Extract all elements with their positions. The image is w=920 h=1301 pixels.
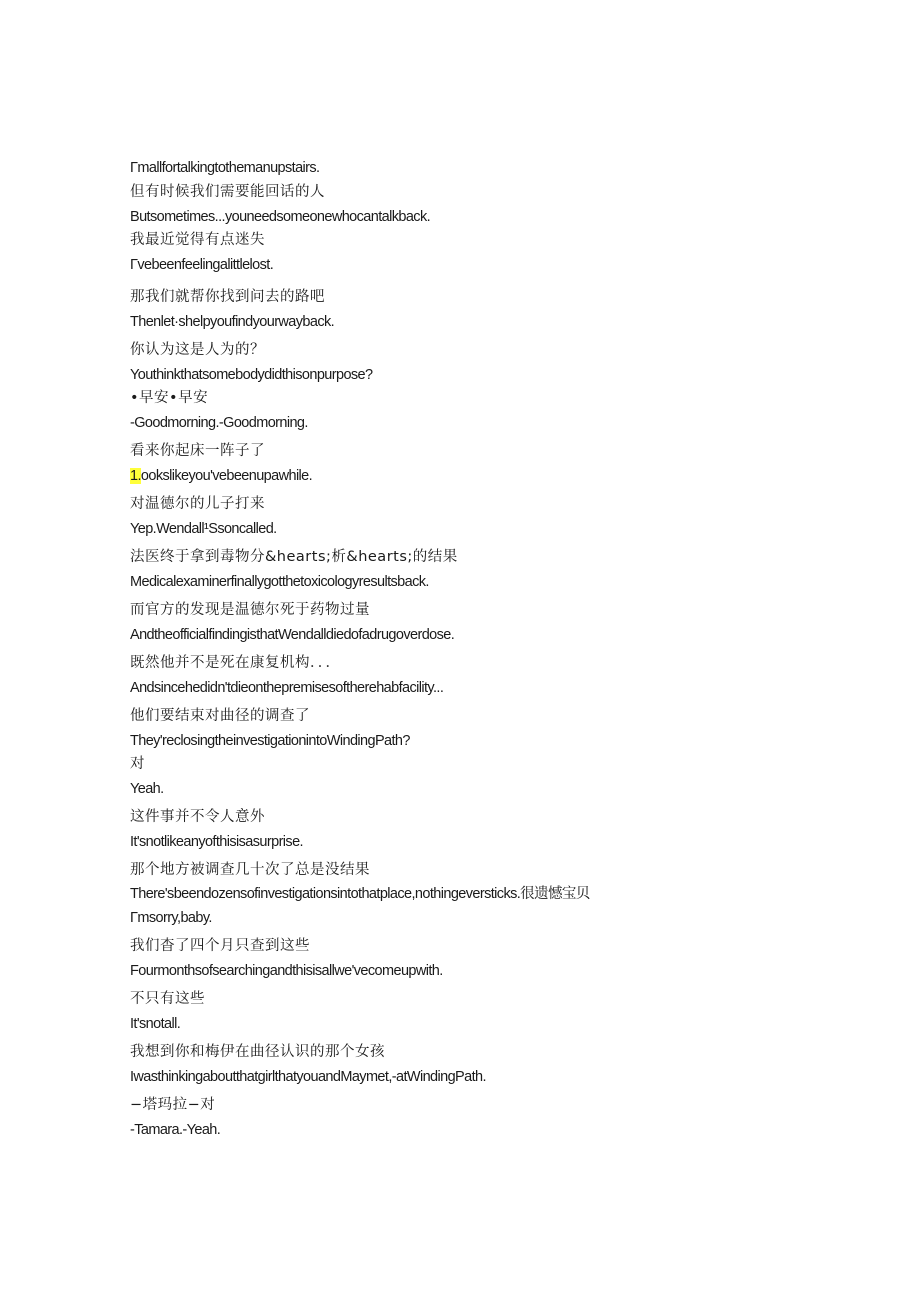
subtitle-line-en: -Tamara.-Yeah.: [130, 1122, 221, 1138]
subtitle-line-zh: •早安•早安: [130, 390, 209, 406]
subtitle-line-en: 1.ookslikeyou'vebeenupawhile.: [130, 468, 313, 484]
subtitle-line-zh: 我最近觉得有点迷失: [130, 232, 265, 248]
subtitle-line-zh: 看来你起床一阵子了: [130, 443, 265, 459]
subtitle-line-en: It'snotlikeanyofthisisasurprise.: [130, 834, 303, 850]
subtitle-line-zh: 我想到你和梅伊在曲径认识的那个女孩: [130, 1044, 385, 1060]
subtitle-line-en: Youthinkthatsomebodydidthisonpurpose?: [130, 367, 373, 383]
subtitle-line-zh: 但有时候我们需要能回话的人: [130, 184, 325, 200]
subtitle-line-en: It'snotall.: [130, 1016, 181, 1032]
subtitle-line-zh: 那我们就帮你找到问去的路吧: [130, 289, 325, 305]
subtitle-line-en: AndtheofficialfindingisthatWendalldiedofadrugoverdose.: [130, 627, 455, 643]
subtitle-line-en: Butsometimes...youneedsomeonewhocantalkback.: [130, 209, 431, 225]
subtitle-line-zh: 法医终于拿到毒物分&hearts;析&hearts;的结果: [130, 549, 458, 565]
subtitle-line-en: Medicalexaminerfinallygotthetoxicologyresultsback.: [130, 574, 429, 590]
subtitle-line-en: Γvebeenfeelingalittlelost.: [130, 257, 274, 273]
subtitle-line-en: Fourmonthsofsearchingandthisisallwe'vecomeupwith.: [130, 963, 443, 979]
subtitle-line-zh: 不只有这些: [130, 991, 205, 1007]
subtitle-line-zh: 这件事并不令人意外: [130, 809, 265, 825]
subtitle-line-en: IwasthinkingaboutthatgirlthatyouandMaymet,-atWindingPath.: [130, 1069, 486, 1085]
subtitle-line-en: They'reclosingtheinvestigationintoWindingPath?: [130, 733, 410, 749]
highlight-mark: 1.: [130, 468, 141, 484]
subtitle-line-zh: 那个地方被调查几十次了总是没结果: [130, 862, 370, 878]
subtitle-line-en: -Goodmorning.-Goodmorning.: [130, 415, 308, 431]
subtitle-line-zh: 我们杳了四个月只查到这些: [130, 938, 310, 954]
subtitle-line-zh: −塔玛拉−对: [130, 1097, 216, 1113]
subtitle-line-en: Thenlet·shelpyoufindyourwayback.: [130, 314, 335, 330]
subtitle-line-zh: 你认为这是人为的？: [130, 342, 265, 358]
subtitle-line-zh: 而官方的发现是温德尔死于药物过量: [130, 602, 370, 618]
subtitle-line-zh: 既然他并不是死在康复机构．．．: [130, 655, 341, 671]
subtitle-line-en: Yep.Wendall¹Ssoncalled.: [130, 521, 277, 537]
subtitle-line-zh: 他们要结束对曲径的调查了: [130, 708, 310, 724]
subtitle-line-zh: 对: [130, 756, 145, 772]
subtitle-line-en: Andsincehedidn'tdieonthepremisesoftherehabfacility...: [130, 680, 444, 696]
subtitle-line-en: Γmallfortalkingtothemanupstairs.: [130, 160, 320, 176]
subtitle-line-en: There'sbeendozensofinvestigationsintothatplace,nothingeversticks.很遗憾宝贝: [130, 886, 590, 902]
subtitle-line-en: Γmsorry,baby.: [130, 910, 212, 926]
subtitle-line-en: Yeah.: [130, 781, 164, 797]
subtitle-line-zh: 对温德尔的儿子打来: [130, 496, 265, 512]
